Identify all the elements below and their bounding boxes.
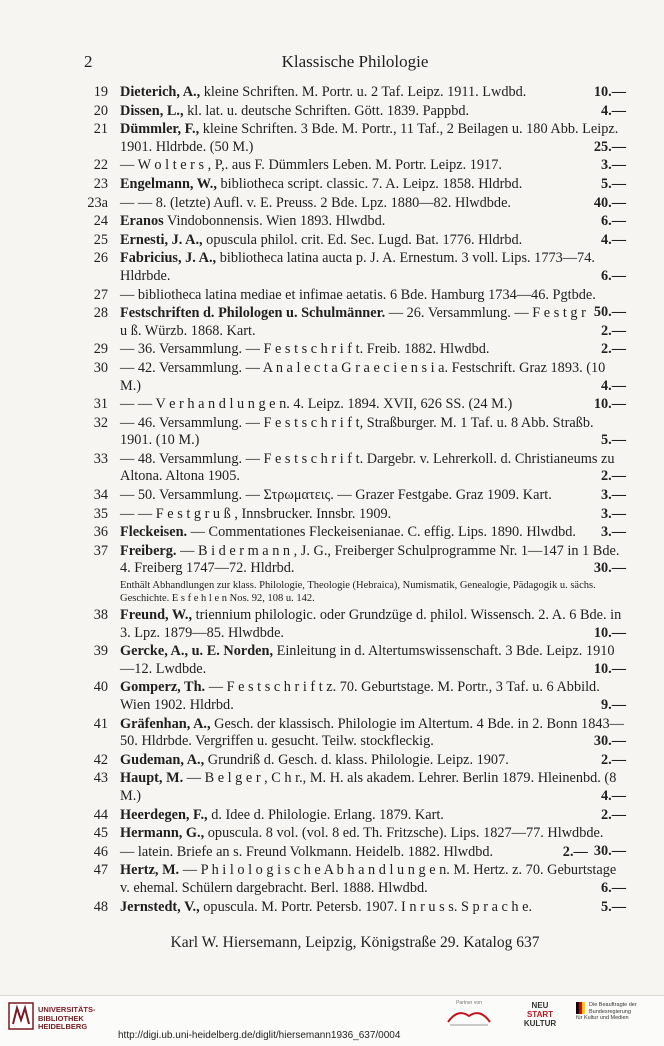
entry-author: Gercke, A., u. E. Norden, bbox=[120, 643, 274, 660]
catalog-entry bbox=[84, 643, 626, 678]
entry-author: Freund, W., bbox=[120, 607, 193, 624]
entry-description: opuscula philol. crit. Ed. Sec. Lugd. Bat. 1776. Hldrbd. bbox=[202, 231, 523, 248]
entry-description: bibliotheca script. classic. 7. A. Leipz. 1858. Hldrbd. bbox=[216, 175, 523, 192]
uni-line-2: BIBLIOTHEK bbox=[38, 1013, 84, 1023]
entry-body bbox=[120, 487, 626, 505]
entry-number: 33 bbox=[93, 450, 108, 467]
catalog-entry bbox=[84, 213, 626, 231]
catalog-entry bbox=[84, 679, 626, 714]
entry-author: Festschriften d. Philologen u. Schulmänner. bbox=[120, 305, 386, 322]
entry-description: kleine Schriften. M. Portr. u. 2 Taf. Leipz. 1911. Lwdbd. bbox=[200, 84, 527, 100]
entry-body bbox=[120, 543, 626, 578]
entry-number: 37 bbox=[93, 542, 108, 559]
entry-author: Engelmann, W., bbox=[120, 175, 217, 192]
entry-body bbox=[120, 84, 626, 102]
university-seal-icon bbox=[8, 1002, 34, 1030]
entry-body bbox=[120, 451, 626, 486]
uni-line-3: HEIDELBERG bbox=[38, 1022, 88, 1031]
entry-number: 28 bbox=[93, 305, 108, 322]
catalog-entry bbox=[84, 770, 626, 805]
entry-body bbox=[120, 121, 626, 156]
entry-price: 30.— bbox=[593, 560, 626, 577]
entry-number: 25 bbox=[93, 231, 108, 248]
catalog-entry bbox=[84, 607, 626, 642]
entry-body bbox=[120, 716, 626, 751]
entry-author: Fleckeisen. bbox=[120, 524, 188, 541]
entry-description: — 36. Versammlung. — F e s t s c h r i f t. Freib. 1882. Hlwdbd. bbox=[120, 341, 490, 358]
catalog-entry bbox=[84, 807, 626, 825]
entry-price: 25.— bbox=[593, 138, 626, 155]
entry-price: 10.— bbox=[593, 396, 626, 413]
entry-number: 21 bbox=[93, 121, 108, 138]
catalog-entry bbox=[84, 360, 626, 395]
entry-author: Hermann, G., bbox=[120, 825, 205, 842]
entry-description: — 48. Versammlung. — F e s t s c h r i f t. Dargebr. v. Lehrerkoll. d. Christianeums zu Altona. Altona 1905. bbox=[120, 450, 615, 485]
entry-price: 4.— bbox=[600, 787, 626, 804]
entry-body bbox=[120, 250, 626, 285]
catalog-entry bbox=[84, 862, 626, 897]
entry-number: 31 bbox=[93, 396, 108, 413]
entry-body bbox=[120, 176, 626, 194]
entry-number: 22 bbox=[93, 157, 108, 174]
entry-author: Hertz, M. bbox=[120, 862, 180, 879]
entry-body bbox=[120, 643, 626, 678]
entry-number: 38 bbox=[93, 607, 108, 624]
entry-price: 2.— bbox=[600, 341, 626, 358]
uni-line-1: UNIVERSITÄTS- bbox=[38, 1005, 96, 1014]
page-number: 2 bbox=[84, 52, 93, 71]
catalog-entry bbox=[84, 716, 626, 751]
federal-eagle-icon bbox=[576, 1002, 586, 1014]
entry-price: 40.— bbox=[593, 194, 626, 211]
entry-description: opuscula. M. Portr. Petersb. 1907. I n r u s s. S p r a c h e. bbox=[199, 898, 533, 915]
neustart-start: START bbox=[526, 1010, 554, 1019]
entry-author: Dümmler, F., bbox=[120, 121, 200, 138]
entry-author: Heerdegen, F., bbox=[120, 806, 208, 823]
entry-number: 39 bbox=[93, 643, 108, 660]
entry-author: Fabricius, J. A., bbox=[120, 250, 217, 267]
entry-body bbox=[120, 195, 626, 213]
entry-number: 23a bbox=[87, 194, 108, 211]
entry-price: 2.— bbox=[600, 751, 626, 768]
catalog-entry bbox=[84, 232, 626, 250]
entry-body bbox=[120, 396, 626, 414]
university-library-logo-text bbox=[38, 1006, 96, 1032]
entry-price: 2.— bbox=[600, 806, 626, 823]
entry-number: 20 bbox=[93, 102, 108, 119]
entry-description: — — V e r h a n d l u n g e n. 4. Leipz. 1894. XVII, 626 SS. (24 M.) bbox=[120, 396, 513, 413]
entry-description: — F e s t s c h r i f t z. 70. Geburtstage. M. Portr., 3 Taf. u. 6 Abbild. Wien 1902. Hldrbd. bbox=[120, 679, 600, 713]
entry-price: 50.— bbox=[593, 304, 626, 321]
source-url-link[interactable]: http://digi.ub.uni-heidelberg.de/diglit/hiersemann1936_637/0004 bbox=[118, 1030, 401, 1041]
entry-price: 4.— bbox=[600, 377, 626, 394]
entry-body bbox=[120, 506, 626, 524]
entry-price: 3.— bbox=[600, 524, 626, 541]
entry-number: 26 bbox=[93, 250, 108, 267]
entry-description: — latein. Briefe an s. Freund Volkmann. Heidelb. 1882. Hlwdbd. bbox=[120, 843, 494, 860]
entry-number: 19 bbox=[93, 84, 108, 100]
entry-price: 10.— bbox=[593, 660, 626, 677]
entry-price: 2.— bbox=[600, 322, 626, 339]
entry-note: Enthält Abhandlungen zur klass. Philologie, Theologie (Hebraica), Numismatik, Genealogie, Pädagogik u. sächs. Geschichte. E s f e h l e n Nos. 92, 108 u. 142. bbox=[120, 580, 596, 605]
entry-price: 10.— bbox=[593, 84, 626, 100]
entry-body bbox=[120, 103, 626, 121]
entry-description: — B e l g e r , C h r., M. H. als akadem. Lehrer. Berlin 1879. Hleinenbd. (8 M.) bbox=[120, 770, 617, 804]
catalog-entry bbox=[84, 752, 626, 770]
entry-price: 30.— bbox=[593, 842, 626, 859]
entry-description: — 50. Versammlung. — Στρωματεις. — Grazer Festgabe. Graz 1909. Kart. bbox=[120, 487, 552, 504]
catalog-footer: Karl W. Hiersemann, Leipzig, Königstraße 29. Katalog 637 bbox=[170, 934, 540, 951]
entry-number: 48 bbox=[93, 898, 108, 915]
entry-number: 46 bbox=[93, 843, 108, 860]
partner-logo bbox=[438, 1000, 500, 1034]
entry-price: 4.— bbox=[600, 102, 626, 119]
entry-description: triennium philologic. oder Grundzüge d. philol. Wissensch. 2. A. 6 Bde. in 3. Lpz. 1879—85. Hlwdbde. bbox=[120, 607, 622, 641]
entry-body bbox=[120, 807, 626, 825]
entry-price: 6.— bbox=[600, 879, 626, 896]
entry-description: d. Idee d. Philologie. Erlang. 1879. Kart. bbox=[207, 806, 444, 823]
catalog-entry bbox=[84, 195, 626, 213]
entry-body bbox=[120, 770, 626, 805]
catalog-entry bbox=[84, 844, 626, 862]
entry-description: Vindobonnensis. Wien 1893. Hlwdbd. bbox=[163, 213, 386, 230]
entry-number: 43 bbox=[93, 770, 108, 787]
entry-price: 5.— bbox=[600, 898, 626, 915]
entry-price: 4.— bbox=[600, 231, 626, 248]
entry-number: 45 bbox=[93, 825, 108, 842]
entry-price: 2.— bbox=[562, 843, 588, 860]
catalog-entries bbox=[84, 84, 626, 917]
neustart-kultur: KULTUR bbox=[523, 1019, 557, 1028]
catalog-entry bbox=[84, 487, 626, 505]
entry-author: Gräfenhan, A., bbox=[120, 715, 211, 732]
bkm-logo bbox=[576, 1002, 662, 1022]
entry-price: 9.— bbox=[600, 697, 626, 713]
catalog-entry bbox=[84, 84, 626, 102]
neustart-neu: NEU bbox=[531, 1001, 549, 1010]
entry-description: — — 8. (letzte) Aufl. v. E. Preuss. 2 Bde. Lpz. 1880—82. Hlwdbde. bbox=[120, 194, 511, 211]
page-header bbox=[84, 52, 626, 76]
entry-author: Gudeman, A., bbox=[120, 751, 205, 768]
partner-emblem-icon bbox=[438, 1006, 500, 1028]
entry-body bbox=[120, 157, 626, 175]
entry-number: 34 bbox=[93, 487, 108, 504]
entry-number: 47 bbox=[93, 862, 108, 879]
entry-description: — Commentationes Fleckeisenianae. C. effig. Lips. 1890. Hlwdbd. bbox=[187, 524, 576, 541]
entry-body bbox=[120, 305, 626, 340]
entry-description: Einleitung in d. Altertumswissenschaft. 3 Bde. Leipz. 1910—12. Lwdbde. bbox=[120, 643, 615, 677]
entry-number: 42 bbox=[93, 751, 108, 768]
entry-description: Gesch. der klassisch. Philologie im Altertum. 4 Bde. in 2. Bonn 1843—50. Hldrbde. Vergriffen u. gesucht. Teilw. stockfleckig. bbox=[120, 715, 624, 750]
entry-body bbox=[120, 862, 626, 897]
entry-number: 40 bbox=[93, 679, 108, 696]
entry-body bbox=[120, 360, 626, 395]
page-title: Klassische Philologie bbox=[281, 52, 429, 71]
entry-number: 23 bbox=[93, 175, 108, 192]
entry-price: 3.— bbox=[600, 487, 626, 504]
entry-number: 30 bbox=[93, 359, 108, 376]
catalog-entry bbox=[84, 451, 626, 486]
entry-number: 27 bbox=[93, 286, 108, 303]
entry-author: Ernesti, J. A., bbox=[120, 231, 203, 248]
entry-description: — P h i l o l o g i s c h e A b h a n d l u n g e n. M. Hertz. z. 70. Geburtstage v. ehemal. Schülern dargebracht. Berl. 1888. Hlwdbd. bbox=[120, 862, 617, 896]
entry-number: 32 bbox=[93, 414, 108, 431]
neustart-kultur-logo bbox=[523, 1001, 557, 1028]
catalog-entry bbox=[84, 103, 626, 121]
entry-author: Dieterich, A., bbox=[120, 84, 201, 100]
catalog-entry bbox=[84, 341, 626, 359]
catalog-entry bbox=[84, 250, 626, 285]
entry-body bbox=[120, 844, 626, 862]
catalog-entry bbox=[84, 543, 626, 605]
entry-number: 35 bbox=[93, 505, 108, 522]
entry-author: Jernstedt, V., bbox=[120, 898, 200, 915]
entry-description: kl. lat. u. deutsche Schriften. Gött. 1839. Pappbd. bbox=[183, 102, 470, 119]
entry-number: 41 bbox=[93, 715, 108, 732]
entry-body bbox=[120, 607, 626, 642]
entry-body bbox=[120, 899, 626, 917]
entry-body bbox=[120, 232, 626, 250]
entry-body bbox=[120, 679, 626, 714]
entry-description: — W o l t e r s , P,. aus F. Dümmlers Leben. M. Portr. Leipz. 1917. bbox=[120, 157, 502, 174]
entry-description: — 42. Versammlung. — A n a l e c t a G r a e c i e n s i a. Festschrift. Graz 1893. (10 M.) bbox=[120, 359, 606, 394]
bkm-line-2: für Kultur und Medien bbox=[576, 1015, 629, 1021]
entry-author: Eranos bbox=[120, 213, 164, 230]
entry-price: 5.— bbox=[600, 175, 626, 192]
entry-author: Freiberg. bbox=[120, 542, 177, 559]
entry-body bbox=[120, 341, 626, 359]
entry-description: opuscula. 8 vol. (vol. 8 ed. Th. Fritzsche). Lips. 1827—77. Hlwdbde. bbox=[204, 825, 604, 842]
entry-body bbox=[120, 213, 626, 231]
catalog-entry bbox=[84, 899, 626, 917]
catalog-entry bbox=[84, 121, 626, 156]
catalog-entry bbox=[84, 176, 626, 194]
entry-description: kleine Schriften. 3 Bde. M. Portr., 11 Taf., 2 Beilagen u. 180 Abb. Leipz. 1901. Hldrbde. (50 M.) bbox=[120, 121, 619, 155]
entry-price: 6.— bbox=[600, 267, 626, 284]
catalog-entry bbox=[84, 157, 626, 175]
entry-description: Grundriß d. Gesch. d. klass. Philologie. Leipz. 1907. bbox=[204, 751, 509, 768]
bkm-line-1: Die Beauftragte der Bundesregierung bbox=[589, 1002, 637, 1015]
entry-price: 3.— bbox=[600, 505, 626, 522]
entry-body bbox=[120, 752, 626, 770]
entry-description: — 26. Versammlung. — F e s t g r u ß. Würzb. 1868. Kart. bbox=[120, 305, 586, 339]
entry-price: 3.— bbox=[600, 157, 626, 174]
entry-author: Gomperz, Th. bbox=[120, 679, 206, 696]
entry-price: 6.— bbox=[600, 213, 626, 230]
entry-author: Dissen, L., bbox=[120, 102, 184, 119]
catalog-entry bbox=[84, 524, 626, 542]
entry-price: 30.— bbox=[593, 733, 626, 750]
entry-description: — 46. Versammlung. — F e s t s c h r i f t, Straßburger. M. 1 Taf. u. 8 Abb. Straßb. 1901. (10 M.) bbox=[120, 414, 594, 449]
entry-price: 2.— bbox=[600, 468, 626, 485]
catalog-entry bbox=[84, 415, 626, 450]
catalog-entry bbox=[84, 506, 626, 524]
entry-author: Haupt, M. bbox=[120, 770, 184, 787]
entry-description: bibliotheca latina aucta p. J. A. Ernestum. 3 voll. Lips. 1773—74. Hldrbde. bbox=[120, 250, 595, 284]
entry-description: — bibliotheca latina mediae et infimae aetatis. 6 Bde. Hamburg 1734—46. Pgtbde. bbox=[120, 286, 596, 303]
entry-description: — B i d e r m a n n , J. G., Freiberger Schulprogramme Nr. 1—147 in 1 Bde. 4. Freiberg 1747—72. Hldrbd. bbox=[120, 542, 620, 577]
entry-number: 29 bbox=[93, 341, 108, 358]
entry-body bbox=[120, 524, 626, 542]
entry-description: — — F e s t g r u ß , Innsbrucker. Innsbr. 1909. bbox=[120, 505, 392, 522]
entry-number: 44 bbox=[93, 806, 108, 823]
entry-body bbox=[120, 415, 626, 450]
catalog-entry bbox=[84, 305, 626, 340]
entry-number: 36 bbox=[93, 524, 108, 541]
entry-price: 5.— bbox=[600, 432, 626, 449]
catalog-entry bbox=[84, 396, 626, 414]
entry-number: 24 bbox=[93, 213, 108, 230]
partner-label: Partner von bbox=[456, 1000, 482, 1006]
entry-price: 10.— bbox=[593, 624, 626, 641]
